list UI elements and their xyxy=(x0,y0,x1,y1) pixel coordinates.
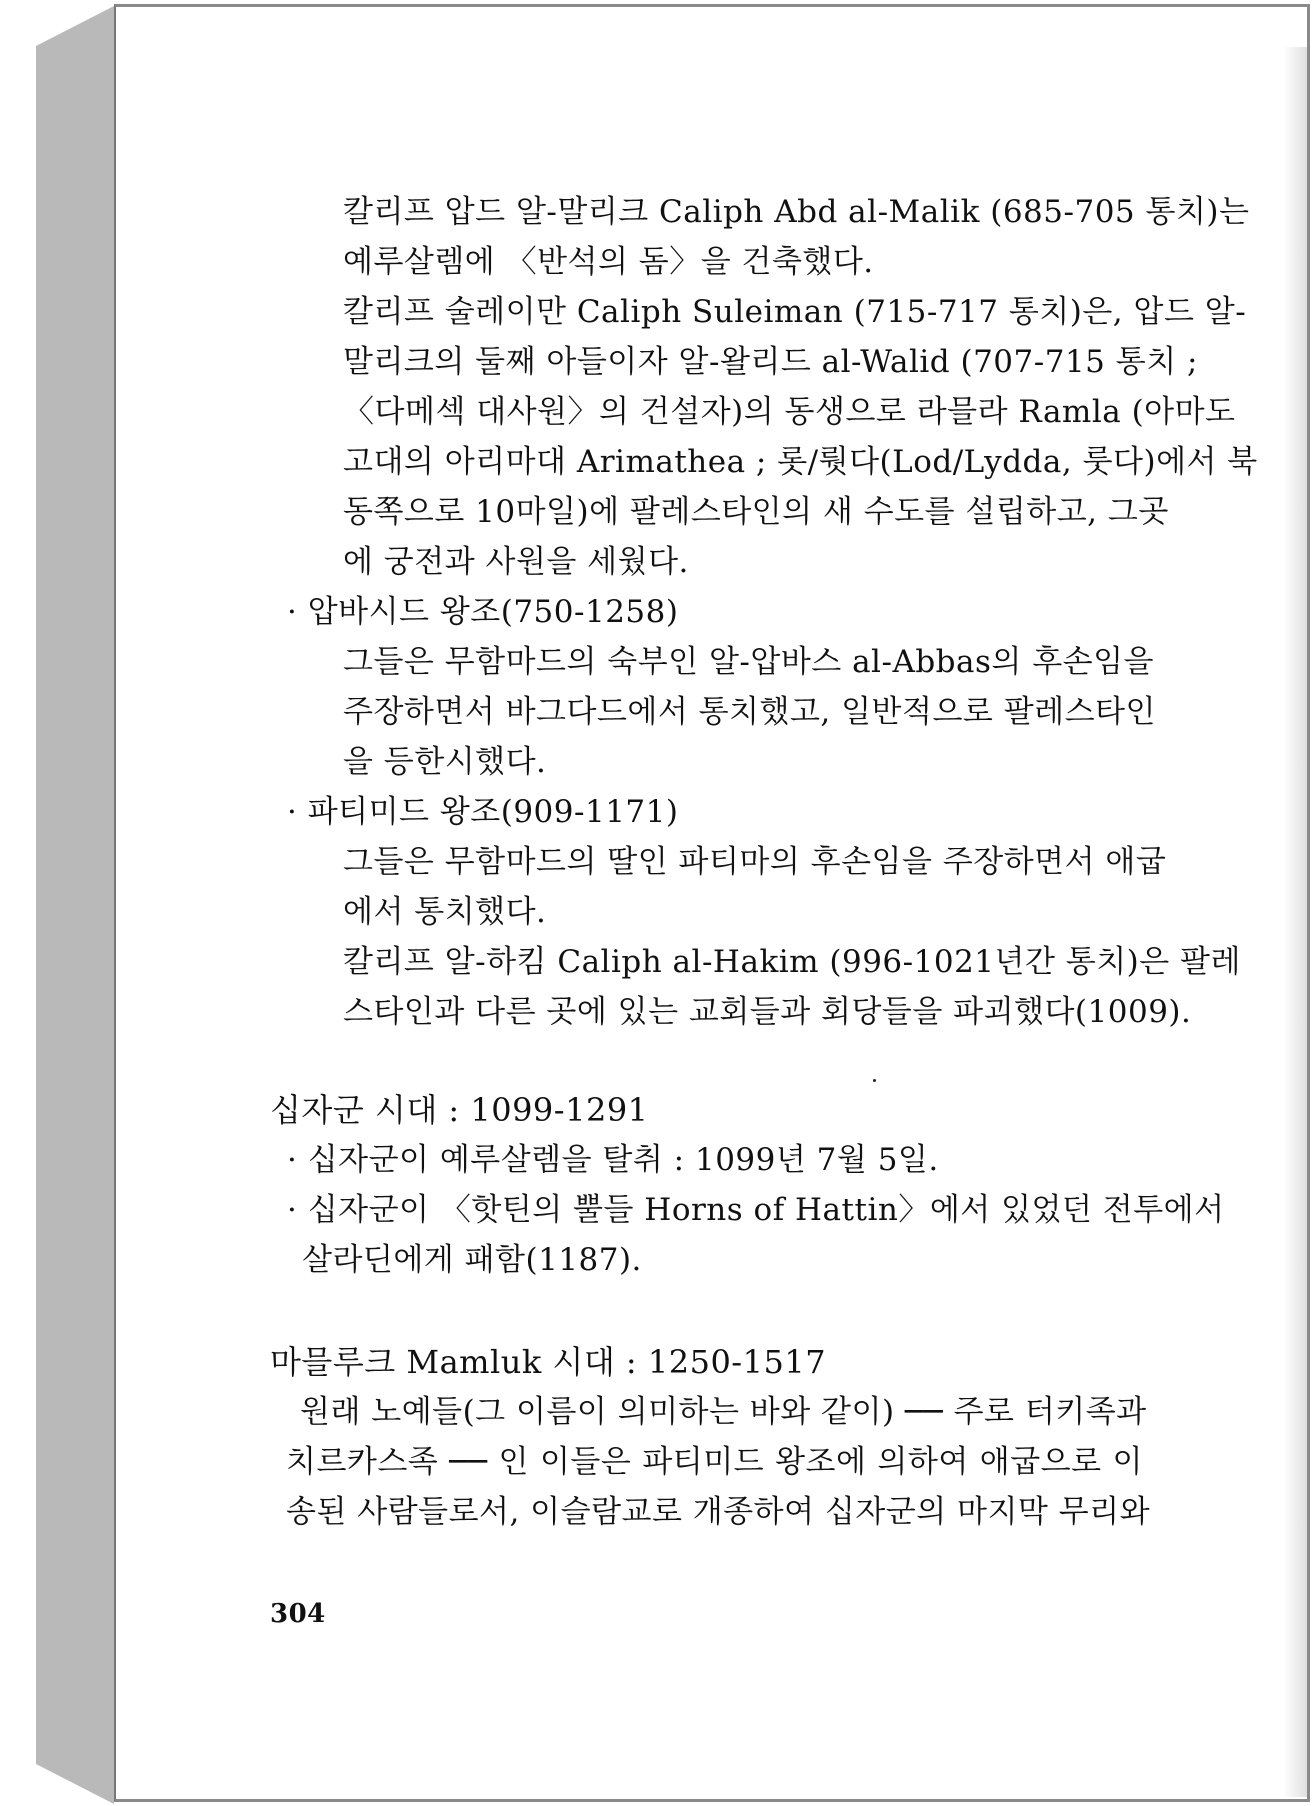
text-line: 치르카스족 ── 인 이들은 파티미드 왕조에 의하여 애굽으로 이 xyxy=(286,1444,1143,1480)
text-line: 송된 사람들로서, 이슬람교로 개종하여 십자군의 마지막 무리와 xyxy=(286,1494,1151,1530)
text-line: 예루살렘에 〈반석의 돔〉을 건축했다. xyxy=(343,244,874,280)
list-item: · 십자군이 〈핫틴의 뿔들 Horns of Hattin〉에서 있었던 전투에서 xyxy=(287,1192,1225,1228)
dynasty-heading: · 파티미드 왕조(909-1171) xyxy=(287,794,679,830)
book-spine xyxy=(36,6,114,1804)
page-edge-shadow xyxy=(1283,47,1307,1797)
text-line: 그들은 무함마드의 숙부인 알-압바스 al-Abbas의 후손임을 xyxy=(343,644,1155,680)
text-line: 고대의 아리마대 Arimathea ; 롯/뤗다(Lod/Lydda, 룻다)에서 북 xyxy=(343,444,1258,480)
text-line: 칼리프 알-하킴 Caliph al-Hakim (996-1021년간 통치)은 팔레 xyxy=(343,944,1241,980)
section-heading: 십자군 시대 : 1099-1291 xyxy=(270,1091,649,1129)
text-line: 스타인과 다른 곳에 있는 교회들과 회당들을 파괴했다(1009). xyxy=(343,994,1192,1030)
text-line: 칼리프 술레이만 Caliph Suleiman (715-717 통치)은, 압드 알- xyxy=(343,294,1247,330)
text-line: 동쪽으로 10마일)에 팔레스타인의 새 수도를 설립하고, 그곳 xyxy=(343,494,1169,530)
text-line: 주장하면서 바그다드에서 통치했고, 일반적으로 팔레스타인 xyxy=(343,694,1156,730)
page-number: 304 xyxy=(270,1599,326,1629)
stray-dot xyxy=(873,1079,876,1082)
text-line: 원래 노예들(그 이름이 의미하는 바와 같이) ── 주로 터키족과 xyxy=(300,1394,1147,1430)
text-line: 〈다메섹 대사원〉의 건설자)의 동생으로 라믈라 Ramla (아마도 xyxy=(343,394,1236,430)
text-line: 말리크의 둘째 아들이자 알-왈리드 al-Walid (707-715 통치 ; xyxy=(343,344,1198,380)
text-line: 살라딘에게 패함(1187). xyxy=(302,1242,642,1278)
text-line: 에서 통치했다. xyxy=(343,894,547,930)
list-item: · 십자군이 예루살렘을 탈취 : 1099년 7월 5일. xyxy=(287,1142,939,1178)
text-line: 칼리프 압드 알-말리크 Caliph Abd al-Malik (685-705 통치)는 xyxy=(343,194,1250,230)
section-heading: 마믈루크 Mamluk 시대 : 1250-1517 xyxy=(270,1343,827,1381)
dynasty-heading: · 압바시드 왕조(750-1258) xyxy=(287,594,679,630)
text-line: 을 등한시했다. xyxy=(343,744,547,780)
text-line: 그들은 무함마드의 딸인 파티마의 후손임을 주장하면서 애굽 xyxy=(343,844,1167,880)
text-line: 에 궁전과 사원을 세웠다. xyxy=(343,544,689,580)
